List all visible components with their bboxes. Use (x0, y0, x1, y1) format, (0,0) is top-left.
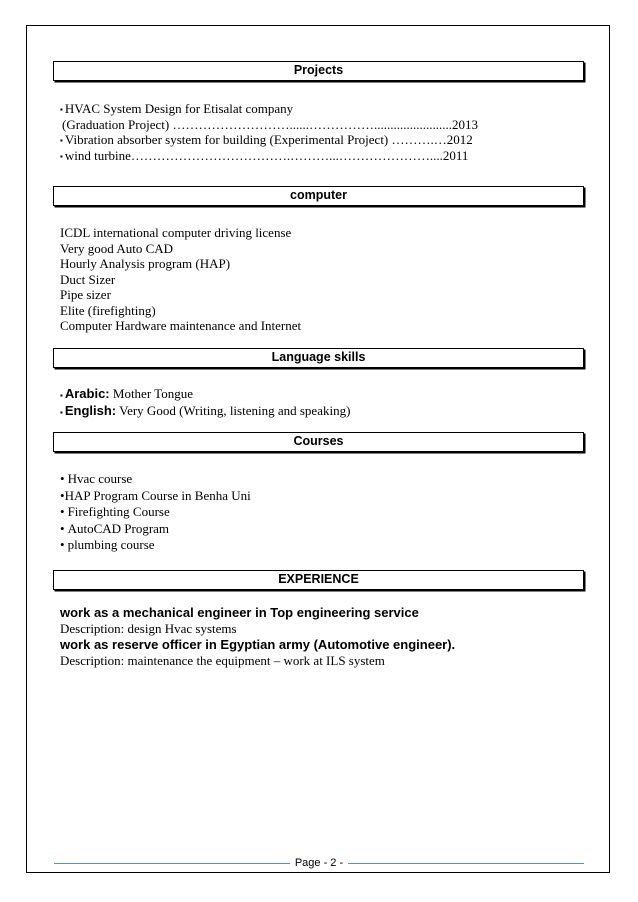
bullet-icon: • (60, 537, 65, 552)
list-item (60, 385, 600, 402)
list-item: • AutoCAD Program (60, 520, 170, 536)
list-item: Computer Hardware maintenance and Internet (60, 318, 302, 333)
computer-list (60, 225, 600, 334)
language-level: Very Good (Writing, listening and speaking) (119, 403, 351, 418)
language-name: Arabic: (64, 386, 110, 401)
languages-list (60, 385, 600, 419)
bullet-icon: • (60, 520, 65, 536)
projects-list (60, 101, 600, 163)
list-item (60, 402, 600, 419)
section-header-projects: Projects (53, 61, 584, 81)
list-item: ICDL international computer driving license (60, 225, 292, 240)
list-item: • Firefighting Course (60, 504, 170, 519)
section-header-languages: Language skills (53, 348, 584, 368)
bullet-icon: • (60, 487, 65, 503)
footer-rule (54, 863, 290, 864)
section-header-courses: Courses (53, 432, 584, 452)
list-item: • Hvac course (60, 471, 133, 486)
page-number: Page - 2 - (294, 857, 344, 869)
list-item: • plumbing course (60, 537, 155, 552)
list-item: ▪ Vibration absorber system for building (Experimental Project) ……….…2012 (60, 132, 473, 147)
list-item: (Graduation Project) ………………………......……………........................2013 (62, 116, 478, 132)
experience-title: work as a mechanical engineer in Top engineering service (60, 605, 419, 620)
experience-list (60, 605, 600, 668)
list-item: Hourly Analysis program (HAP) (60, 256, 231, 271)
section-header-experience: EXPERIENCE (53, 570, 584, 590)
list-item: Very good Auto CAD (60, 240, 174, 256)
page-footer (54, 856, 584, 872)
footer-rule (348, 863, 584, 864)
list-item: Elite (firefighting) (60, 302, 156, 318)
courses-list (60, 471, 600, 554)
bullet-icon: • (60, 471, 65, 486)
section-header-computer: computer (53, 186, 584, 206)
bullet-icon: • (60, 504, 65, 519)
experience-description: Description: maintenance the equipment – work at ILS system (60, 652, 385, 668)
bullet-icon: ▪ (60, 105, 63, 115)
bullet-icon: ▪ (60, 407, 63, 417)
language-level: Mother Tongue (112, 386, 193, 401)
bullet-icon: ▪ (60, 151, 63, 161)
list-item: Duct Sizer (60, 271, 116, 287)
experience-title: work as reserve officer in Egyptian army (Automotive engineer). (60, 636, 456, 652)
list-item: ▪ HVAC System Design for Etisalat company (60, 101, 294, 116)
list-item: ▪ wind turbine……………………………….………...…………………....2011 (60, 147, 469, 163)
bullet-icon: ▪ (60, 136, 63, 146)
experience-description: Description: design Hvac systems (60, 621, 237, 636)
bullet-icon: ▪ (60, 390, 63, 400)
list-item: •HAP Program Course in Benha Uni (60, 487, 251, 503)
language-name: English: (64, 403, 117, 418)
list-item: Pipe sizer (60, 287, 111, 302)
